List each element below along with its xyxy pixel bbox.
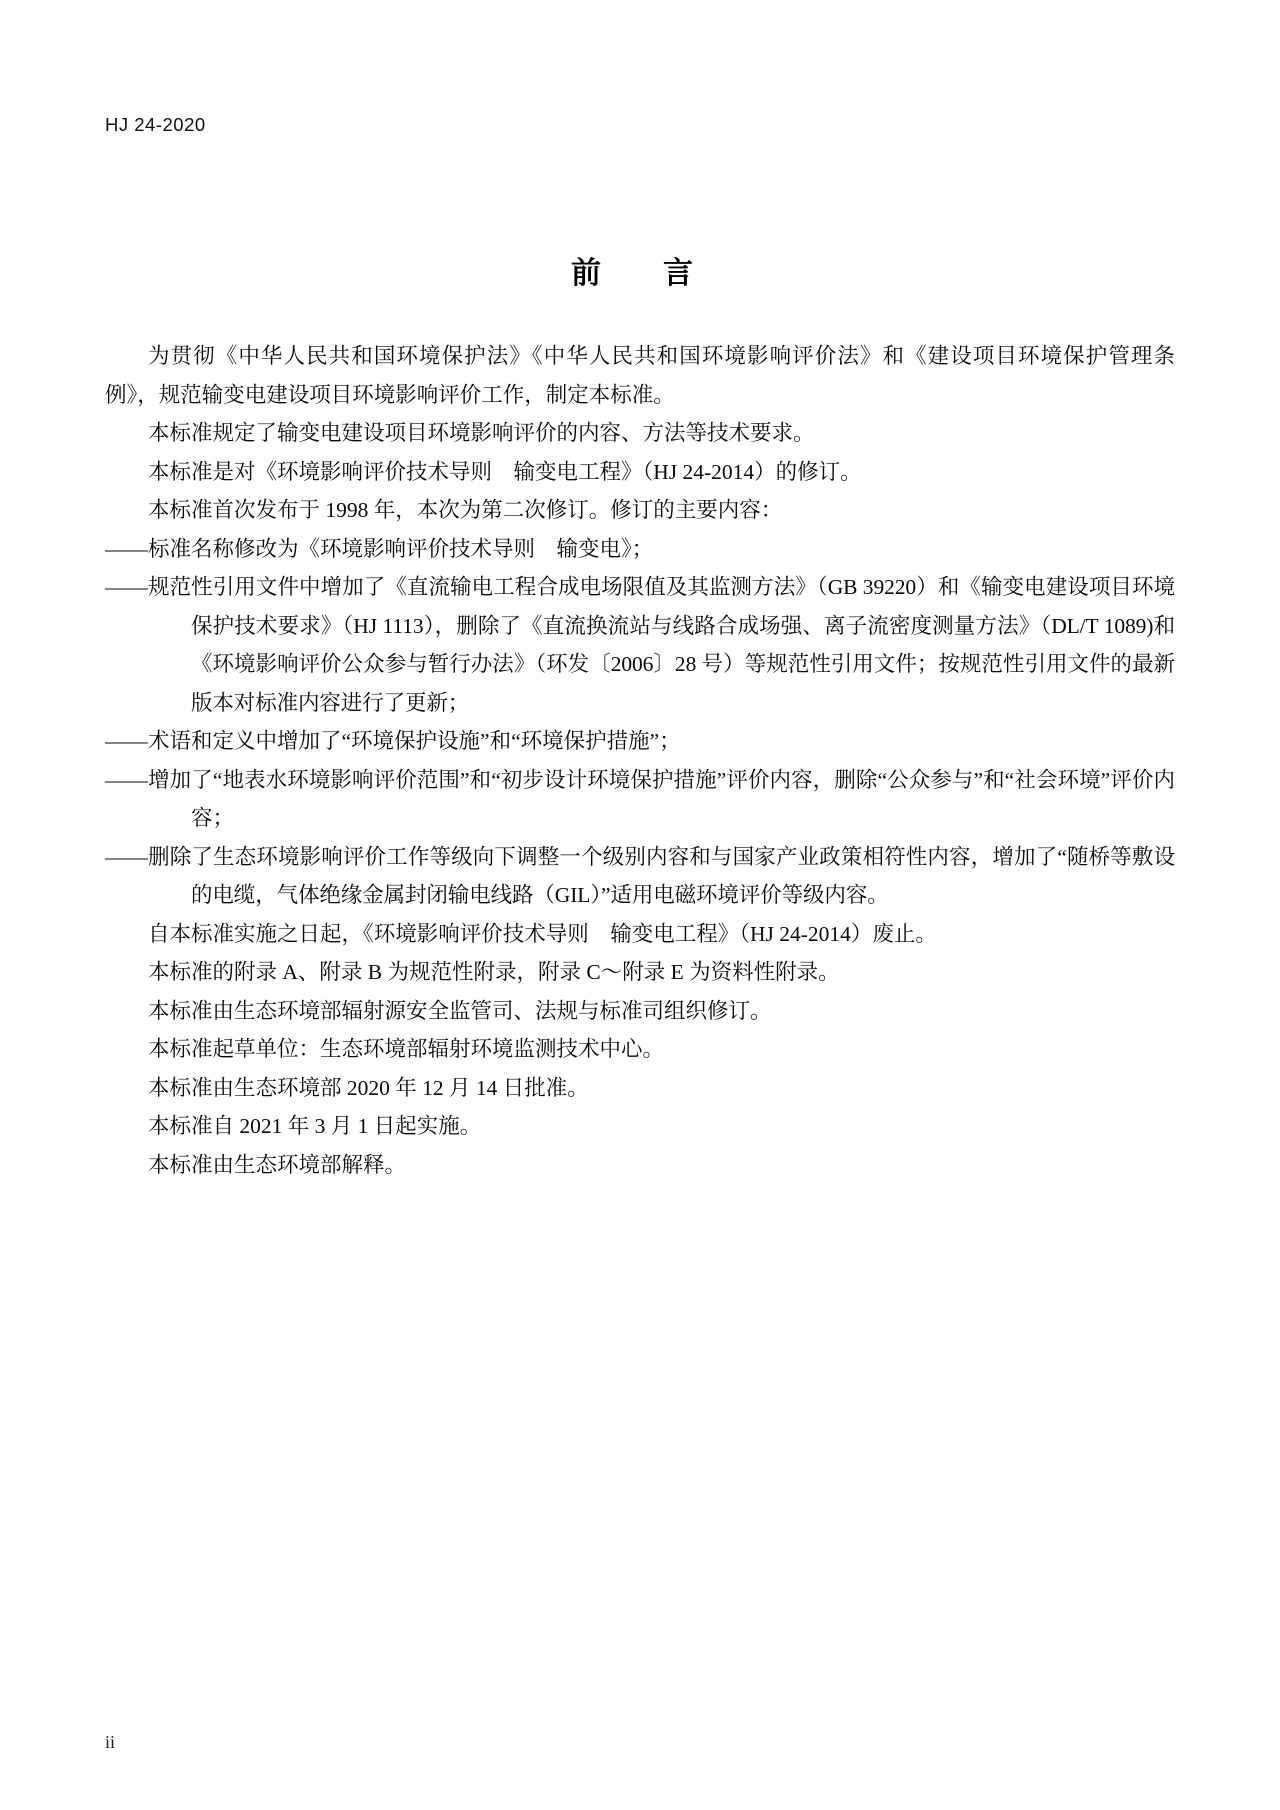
- paragraph: 本标准由生态环境部解释。: [148, 1152, 407, 1177]
- paragraph: 本标准由生态环境部辐射源安全监管司、法规与标准司组织修订。: [148, 998, 772, 1023]
- revision-item: ——标准名称修改为《环境影响评价技术导则 输变电》；: [105, 536, 654, 561]
- page-number: ii: [105, 1732, 116, 1752]
- paragraph: 本标准由生态环境部 2020 年 12 月 14 日批准。: [148, 1075, 589, 1100]
- paragraph: 本标准是对《环境影响评价技术导则 输变电工程》（HJ 24-2014）的修订。: [148, 459, 862, 484]
- revision-item: ——规范性引用文件中增加了《直流输电工程合成电场限值及其监测方法》（GB 39220）和《输变电建设项目环境保护技术要求》（HJ 1113），删除了《直流换流站与线路合成场强、离子流密度测量方法》（DL/T 1089)和《环境影响评价公众参与暂行办法》（环发〔2006〕28 号）等规范性引用文件；按规范性引用文件的最新版本对标准内容进行了更新；: [105, 575, 1175, 715]
- paragraph: 本标准的附录 A、附录 B 为规范性附录，附录 C～附录 E 为资料性附录。: [148, 960, 840, 984]
- paragraph: 本标准起草单位：生态环境部辐射环境监测技术中心。: [148, 1037, 665, 1061]
- paragraph: 本标准首次发布于 1998 年，本次为第二次修订。修订的主要内容：: [148, 498, 783, 522]
- paragraph: 自本标准实施之日起，《环境影响评价技术导则 输变电工程》（HJ 24-2014）废止。: [148, 921, 937, 946]
- page-title: 前 言: [571, 256, 709, 291]
- standard-code-header: HJ 24-2020: [105, 114, 206, 135]
- revision-item: ——删除了生态环境影响评价工作等级向下调整一个级别内容和与国家产业政策相符性内容，增加了“随桥等敷设的电缆，气体绝缘金属封闭输电线路（GIL）”适用电磁环境评价等级内容。: [105, 844, 1175, 907]
- paragraph: 本标准规定了输变电建设项目环境影响评价的内容、方法等技术要求。: [148, 421, 815, 445]
- paragraph: 为贯彻《中华人民共和国环境保护法》《中华人民共和国环境影响评价法》和《建设项目环境保护管理条例》，规范输变电建设项目环境影响评价工作，制定本标准。: [105, 344, 1175, 407]
- revision-item: ——增加了“地表水环境影响评价范围”和“初步设计环境保护措施”评价内容，删除“公众参与”和“社会环境”评价内容；: [105, 767, 1175, 830]
- paragraph: 本标准自 2021 年 3 月 1 日起实施。: [148, 1114, 482, 1138]
- revision-item: ——术语和定义中增加了“环境保护设施”和“环境保护措施”；: [105, 729, 681, 753]
- foreword-content: [105, 337, 1175, 1184]
